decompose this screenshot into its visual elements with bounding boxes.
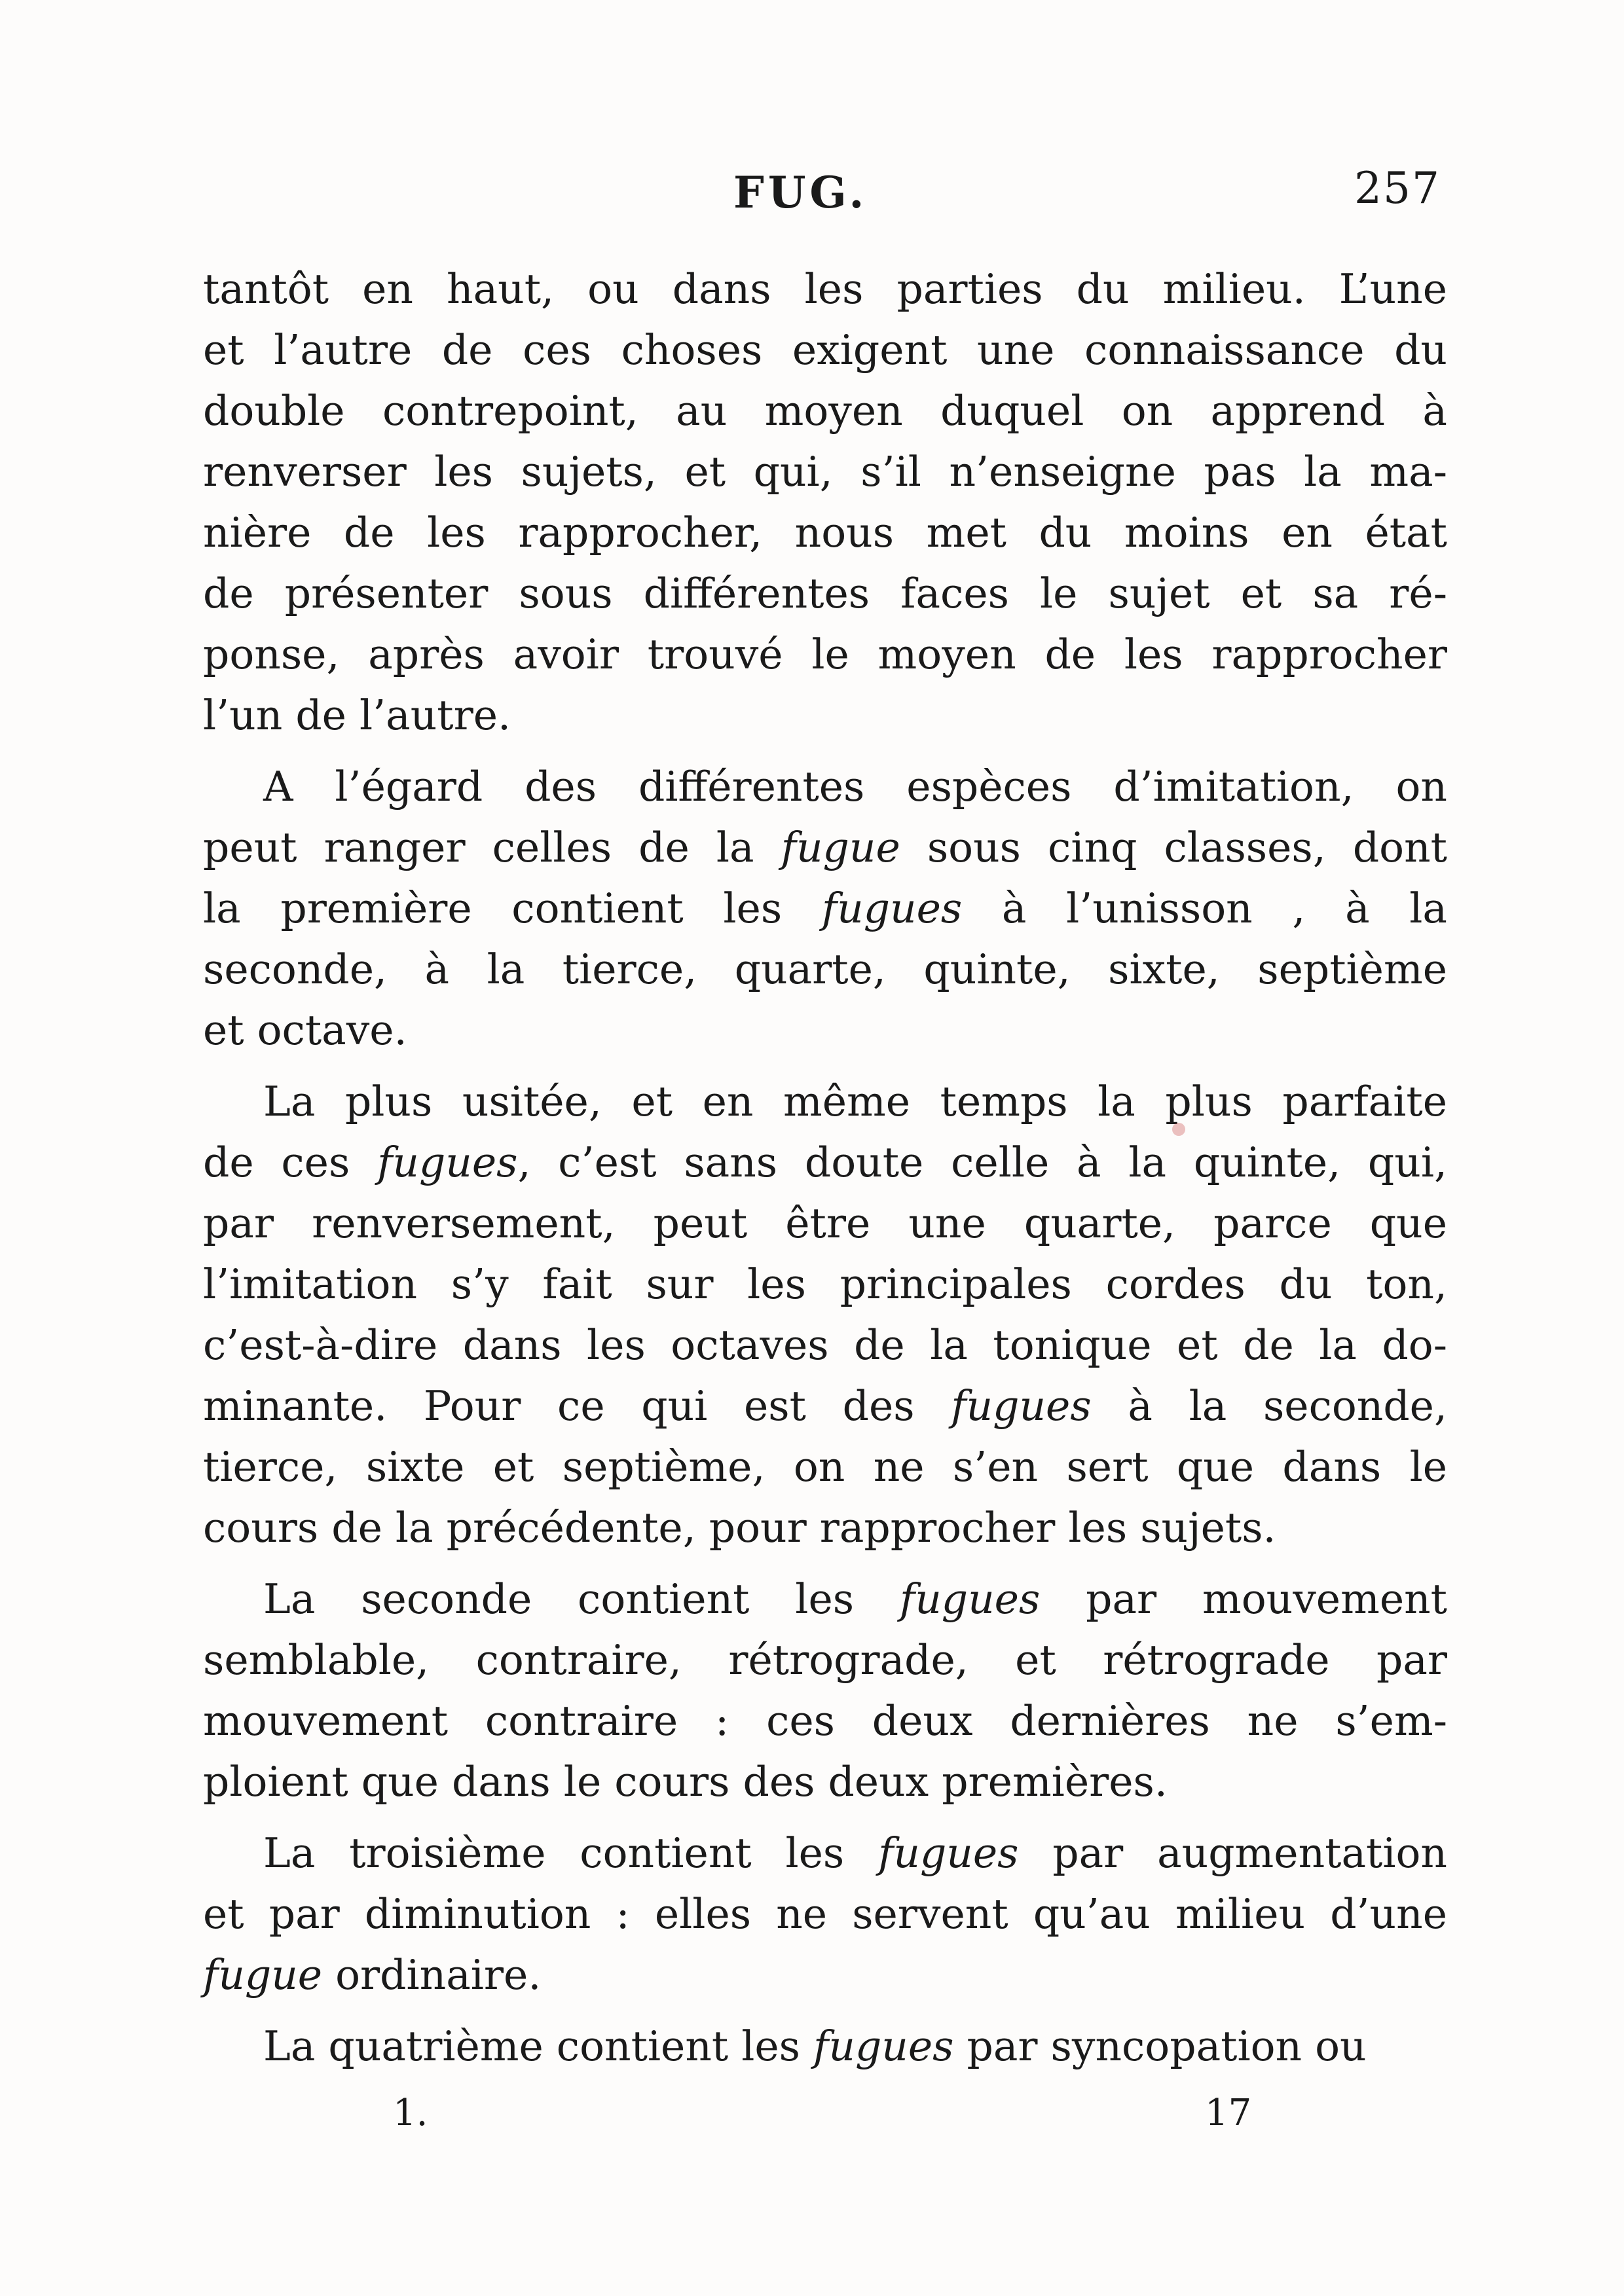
text-run: de ces [203,1139,378,1186]
text-run: l’un de l’autre. [203,691,511,739]
text-run: et par diminution : elles ne servent qu’au milieu d’une [203,1890,1447,1938]
text-run: sous cinq classes, dont [900,824,1447,871]
text-line [203,1376,1447,1436]
text-run: double contrepoint, au moyen duquel on apprend à [203,387,1447,435]
text-run: par syncopation ou [953,2022,1367,2070]
text-run: ponse, après avoir trouvé le moyen de les rapprocher [203,630,1447,678]
text-run: La quatrième contient les [263,2022,814,2070]
text-run: cours de la précédente, pour rapprocher les sujets. [203,1504,1276,1552]
text-run: l’imitation s’y fait sur les principales cordes du ton, [203,1260,1447,1308]
text-line [203,1254,1447,1315]
text-run: nière de les rapprocher, nous met du moins en état [203,509,1447,556]
text-line [203,939,1447,1000]
text-line [203,1497,1447,1558]
text-run: semblable, contraire, rétrograde, et rétrograde par [203,1636,1447,1684]
ink-speck [1172,1123,1185,1136]
text-line [203,259,1447,319]
text-run: tantôt en haut, ou dans les parties du milieu. L’une [203,265,1447,313]
text-run: seconde, à la tierce, quarte, quinte, sixte, septième [203,945,1447,993]
text-run: et octave. [203,1006,407,1054]
text-run: à l’unisson , à la [962,884,1447,932]
signature-mark: 1. [393,2092,428,2134]
text-line [203,756,1447,817]
text-line [203,1630,1447,1690]
text-run: La troisième contient les [263,1829,879,1877]
text-line [203,441,1447,502]
sheet-number: 17 [1205,2092,1252,2134]
running-head: FUG. [733,167,868,218]
text-line [203,1690,1447,1751]
text-line [203,1884,1447,1944]
text-line [203,563,1447,624]
italic-term: fugue [203,1951,323,1999]
paragraph [203,1823,1447,2005]
italic-term: fugue [781,824,900,871]
text-run: la première contient les [203,884,822,932]
italic-term: fugues [377,1139,518,1186]
body-text [203,259,1447,2077]
text-run: de présenter sous différentes faces le sujet et sa ré- [203,570,1447,617]
paragraph [203,1071,1447,1558]
text-run: et l’autre de ces choses exigent une connaissance du [203,326,1447,374]
text-line [203,1315,1447,1376]
text-line [203,2016,1447,2077]
text-run: à la seconde, [1091,1382,1447,1430]
paragraph [203,1569,1447,1812]
text-run: tierce, sixte et septième, on ne s’en sert que dans le [203,1443,1447,1491]
text-run: c’est-à-dire dans les octaves de la tonique et de la do- [203,1321,1447,1369]
paragraph [203,259,1447,746]
text-run: A l’égard des différentes espèces d’imitation, on [263,763,1447,811]
text-run: , c’est sans doute celle à la quinte, qui, [517,1139,1447,1186]
text-run: peut ranger celles de la [203,824,781,871]
text-line [203,380,1447,441]
text-line [203,502,1447,563]
text-line [203,1436,1447,1497]
text-run: par mouvement [1040,1575,1447,1623]
paragraph [203,2016,1447,2077]
text-line [203,1569,1447,1630]
italic-term: fugues [878,1829,1019,1877]
italic-term: fugues [899,1575,1041,1623]
text-line [203,1000,1447,1061]
text-line [203,685,1447,746]
text-line [203,1071,1447,1132]
text-line [203,1132,1447,1193]
text-run: minante. Pour ce qui est des [203,1382,951,1430]
text-run: mouvement contraire : ces deux dernières ne s’em- [203,1697,1447,1745]
text-line [203,1193,1447,1254]
italic-term: fugues [813,2022,954,2070]
text-line [203,624,1447,685]
text-line [203,1944,1447,2005]
text-line [203,319,1447,380]
text-run: ordinaire. [322,1951,542,1999]
text-run: ploient que dans le cours des deux premières. [203,1758,1168,1806]
text-line [203,878,1447,939]
text-run: par renversement, peut être une quarte, parce que [203,1199,1447,1247]
text-line [203,1823,1447,1884]
text-line [203,1751,1447,1812]
text-run: La plus usitée, et en même temps la plus parfaite [263,1078,1447,1125]
italic-term: fugues [951,1382,1092,1430]
page-number: 257 [1354,163,1441,213]
page-header [196,163,1441,226]
page-footer [393,2092,1310,2144]
paragraph [203,756,1447,1061]
text-line [203,817,1447,878]
text-run: La seconde contient les [263,1575,900,1623]
italic-term: fugues [821,884,963,932]
text-run: renverser les sujets, et qui, s’il n’enseigne pas la ma- [203,448,1447,496]
text-run: par augmentation [1018,1829,1447,1877]
